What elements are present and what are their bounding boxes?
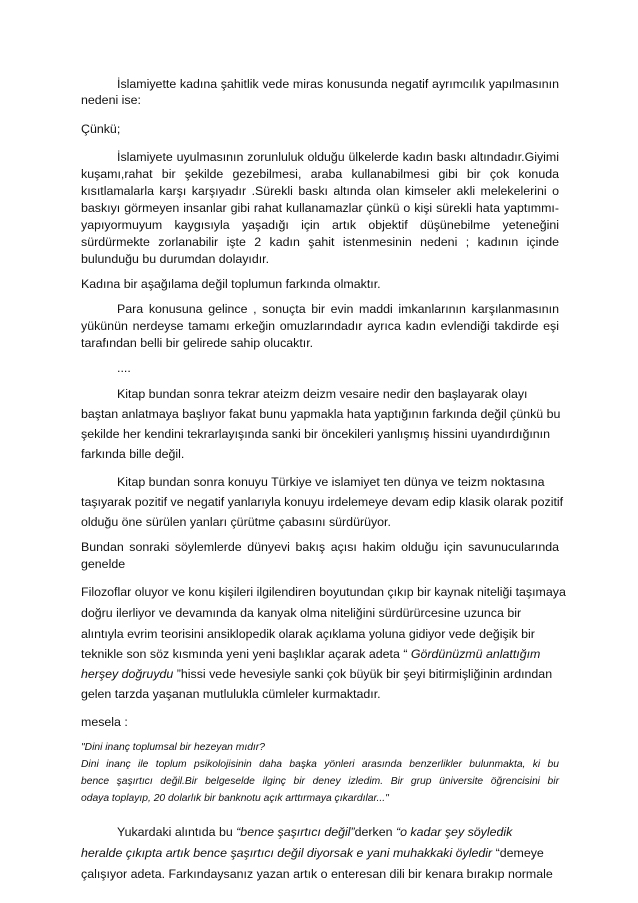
paragraph-line: Çünkü; bbox=[81, 122, 121, 136]
text-run: derken bbox=[354, 825, 396, 839]
paragraph-line: Kitap bundan sonra konuyu Türkiye ve islamiyet ten dünya ve teizm noktasına bbox=[117, 475, 545, 489]
paragraph-line bbox=[81, 845, 559, 861]
paragraph-line: farkında bille değil. bbox=[81, 447, 185, 461]
paragraph-line: alıntıyla evrim teorisini ansiklopedik olarak açıklama yoluna gidiyor vede değişik bir bbox=[81, 627, 535, 641]
paragraph-line: doğru ilerliyor ve devamında da kanyak olma niteliğini sürdürürcesine uzunca bir bbox=[81, 606, 522, 620]
paragraph-line: İslamiyete uyulmasının zorunluluk olduğu ülkelerde kadın baskı altındadır.Giyimi bbox=[117, 150, 559, 164]
paragraph-line: baskıyı görmeyen insanlar gibi rahat kullanamazlar çünkü o kişi sürekli hata yaptımmı- bbox=[81, 201, 559, 215]
quote-line: bence şaşırtıcı değil.Bir belgeselde ilginç bir deney izledim. Bir grup üniversite öğrencisini bir bbox=[81, 776, 559, 787]
paragraph-line bbox=[81, 666, 559, 682]
paragraph-line: tarafından belli bir gelirede sahip olucaktır. bbox=[81, 336, 314, 350]
italic-text-run: heralde çıkıpta artık bence şaşırtıcı değil diyorsak e yani muhakkaki öyledir bbox=[81, 846, 496, 860]
paragraph-line: Filozoflar oluyor ve konu kişileri ilgilendiren boyutundan çıkıp bir kaynak niteliği taşımaya bbox=[81, 585, 566, 599]
paragraph-line: kuşamı,rahat bir şekilde gezebilmesi, araba kullanabilmesi gibi bir çok konuda bbox=[81, 167, 559, 181]
paragraph-line: şekilde her kendini tekrarlayışında sanki bir öncekileri yanlışmış hissini uyandırdığının bbox=[81, 427, 551, 441]
paragraph-line: sürdürmekte zorlanabilir işte 2 kadın şahit istenmesinin nedeni ; kadının içinde bbox=[81, 235, 559, 249]
paragraph-line: gelen tarzda yaşanan mutlulukla cümleler kurmaktadır. bbox=[81, 687, 381, 701]
italic-text-run: Gördünüzmü anlattığım bbox=[410, 647, 541, 661]
paragraph-line: baştan anlatmaya başlıyor fakat bunu yapmakla hata yaptığının farkında değil çünkü bu bbox=[81, 407, 561, 421]
paragraph-line: kısıtlamalarla karşı karşıyadır .Sürekli baskı altında olan kimseler akli melekelerini o bbox=[81, 184, 559, 198]
text-run: “demeye bbox=[495, 846, 544, 860]
paragraph-line: taşıyarak pozitif ve negatif yanlarıyla konuyu irdelemeye devam edip klasik olarak pozitif bbox=[81, 495, 564, 509]
italic-text-run: “bence şaşırtıcı değil” bbox=[236, 825, 355, 839]
paragraph-line: Bundan sonraki söylemlerde dünyevi bakış açısı hakim olduğu için savunucularında bbox=[81, 540, 559, 554]
paragraph-line: olduğu öne sürülen yanları çürütme çabasını sürdürüyor. bbox=[81, 515, 391, 529]
paragraph-line: İslamiyette kadına şahitlik vede miras konusunda negatif ayrımcılık yapılmasının bbox=[117, 77, 559, 91]
italic-text-run: herşey doğruydu bbox=[81, 667, 174, 681]
paragraph-line: çalışıyor adeta. Farkındaysanız yazan artık o enteresan dili bir kenara bırakıp normale bbox=[81, 867, 553, 881]
paragraph-line bbox=[81, 646, 559, 662]
quote-line: odaya toplayıp, 20 dolarlık bir banknotu açık arttırmaya çıkardılar..." bbox=[81, 793, 389, 804]
paragraph-line: Kitap bundan sonra tekrar ateizm deizm vesaire nedir den başlayarak olayı bbox=[117, 387, 528, 401]
quote-line: Dini inanç ile toplum psikolojisinin daha başka yönleri arasında benzerlikler bulunmakta, ki bu bbox=[81, 759, 559, 770]
paragraph-line: bulunduğu bu durumdan dolayıdır. bbox=[81, 252, 270, 266]
paragraph-line: yapıyormuyum kaygısıyla yaşadığı için artık objektif düşünebilme yeteneğini bbox=[81, 218, 559, 232]
text-run: teknikle son söz kısmında yeni yeni başlıklar açarak adeta “ bbox=[81, 647, 411, 661]
paragraph-line: genelde bbox=[81, 557, 126, 571]
paragraph-line: .... bbox=[117, 361, 131, 375]
paragraph-line: Para konusuna gelince , sonuçta bir evin maddi imkanlarının karşılanmasının bbox=[117, 302, 559, 316]
paragraph-line: nedeni ise: bbox=[81, 93, 141, 107]
paragraph-line: yükünün nerdeyse tamamı erkeğin omuzlarındadır ayrıca kadın evlendiği takdirde eşi bbox=[81, 319, 559, 333]
text-run: Yukardaki alıntıda bu bbox=[117, 825, 237, 839]
paragraph-line: Kadına bir aşağılama değil toplumun farkında olmaktır. bbox=[81, 277, 381, 291]
text-run: ”hissi vede hevesiyle sanki çok büyük bir şeyi bitirmişliğinin ardından bbox=[173, 667, 553, 681]
quote-line: "Dini inanç toplumsal bir hezeyan mıdır? bbox=[81, 742, 265, 753]
paragraph-line: mesela : bbox=[81, 715, 128, 729]
paragraph-line bbox=[81, 824, 559, 840]
italic-text-run: “o kadar şey söyledik bbox=[395, 825, 513, 839]
